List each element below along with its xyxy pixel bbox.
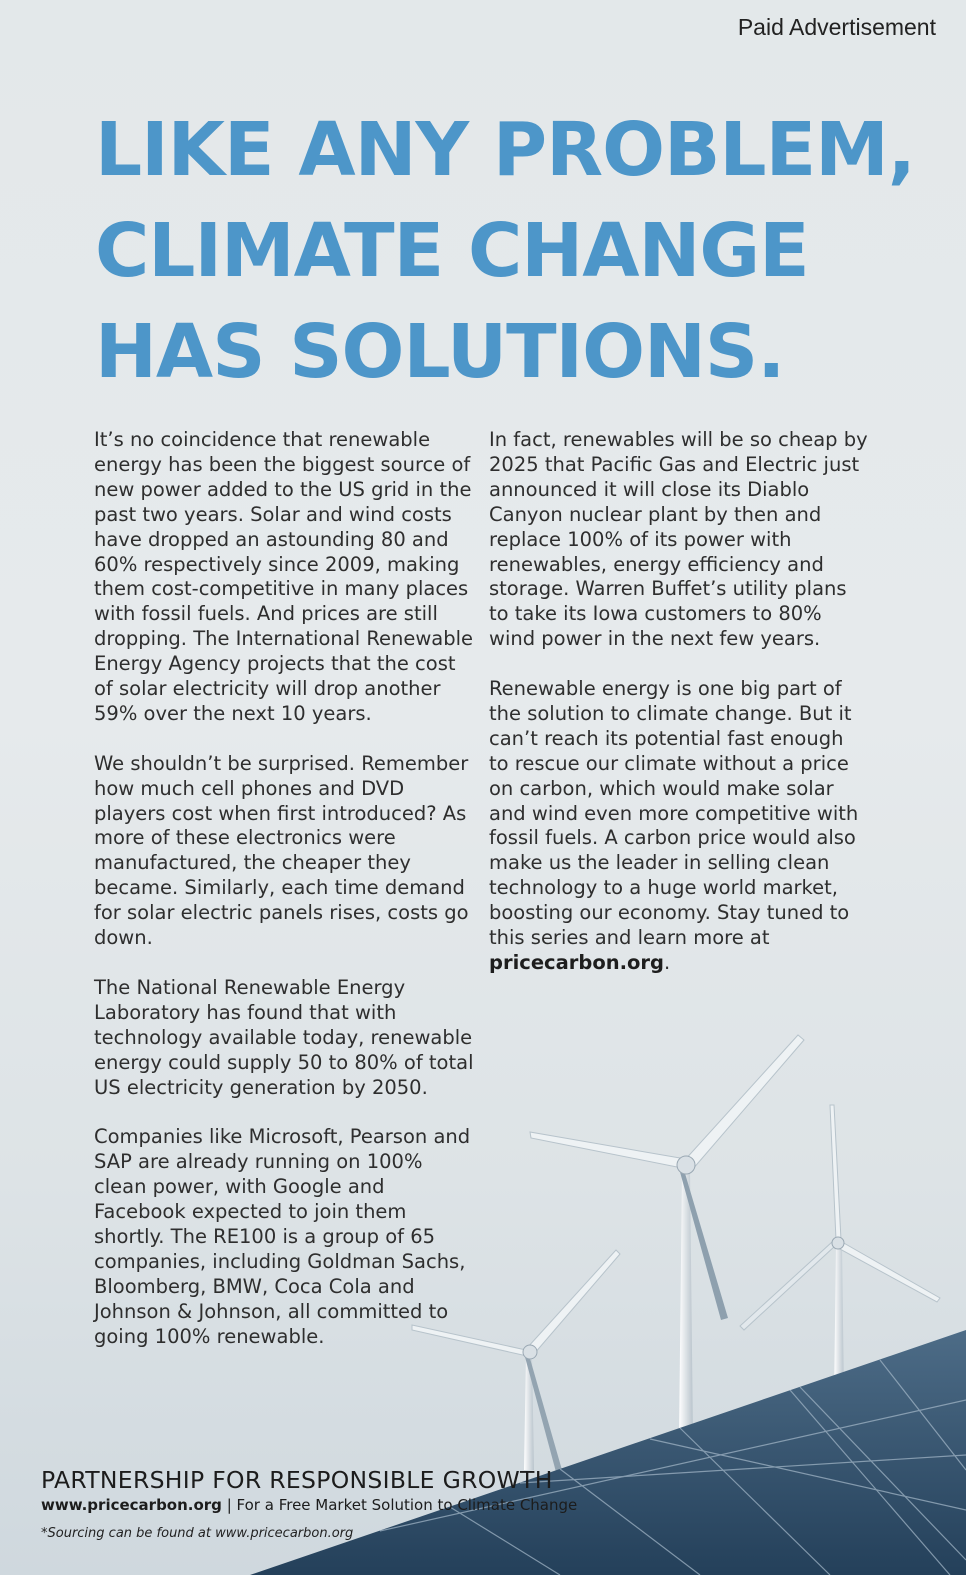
footer — [41, 1466, 577, 1541]
sourcing-note: *Sourcing can be found at www.pricecarbon.org — [41, 1526, 354, 1541]
headline-line-1: LIKE ANY PROBLEM, — [95, 107, 915, 193]
closing-period: . — [664, 951, 671, 975]
body-paragraph: It’s no coincidence that renewable energy has been the biggest source of new power added to the US grid in the past two years. Solar and wind costs have dropped an astounding 80 and 60% respectively since 2009, making them cost-competitive in many places with fossil fuels. And prices are still dropping. The International Renewable Energy Agency projects that the cost of solar electricity will drop another 59% over the next 10 years. — [94, 428, 474, 725]
headline — [95, 100, 915, 403]
body-paragraph: In fact, renewables will be so cheap by 2025 that Pacific Gas and Electric just announced it will close its Diablo Canyon nuclear plant by then and replace 100% of its power with renewables, energy efficiency and storage. Warren Buffet’s utility plans to take its Iowa customers to 80% wind power in the next few years. — [489, 428, 868, 651]
headline-line-3: HAS SOLUTIONS. — [95, 309, 785, 395]
body-paragraph: We shouldn’t be surprised. Remember how much cell phones and DVD players cost when first introduced? As more of these electronics were manufactured, the cheaper they became. Similarly, each time demand for solar electric panels rises, costs go down. — [94, 751, 469, 950]
closing-text: Renewable energy is one big part of the solution to climate change. But it can’t reach its potential fast enough to rescue our climate without a price on carbon, which would make solar and wind even more competitive with fossil fuels. A carbon price would also make us the leader in selling clean technology to a huge world market, boosting our economy. Stay tuned to this series and learn more at — [489, 677, 859, 950]
footer-separator: | — [221, 1496, 237, 1514]
pricecarbon-link[interactable]: pricecarbon.org — [489, 951, 664, 975]
body-column-left — [94, 428, 474, 1374]
body-paragraph: Companies like Microsoft, Pearson and SAP are already running on 100% clean power, with Google and Facebook expected to join them shortly. The RE100 is a group of 65 companies, including Goldman Sachs, Bloomberg, BMW, Coca Cola and Johnson & Johnson, all committed to going 100% renewable. — [94, 1125, 471, 1348]
body-column-right — [489, 428, 869, 1001]
organization-name: PARTNERSHIP FOR RESPONSIBLE GROWTH — [41, 1466, 553, 1494]
body-paragraph: The National Renewable Energy Laboratory has found that with technology available today, renewable energy could supply 50 to 80% of total US electricity generation by 2050. — [94, 975, 474, 1099]
footer-website-link[interactable]: www.pricecarbon.org — [41, 1496, 222, 1514]
paid-advertisement-label: Paid Advertisement — [737, 14, 936, 40]
footer-tagline-text: For a Free Market Solution to Climate Change — [236, 1496, 578, 1514]
footer-tagline — [41, 1496, 577, 1514]
body-paragraph-closing — [489, 677, 869, 976]
wind-turbine-icon — [530, 1035, 804, 1440]
headline-line-2: CLIMATE CHANGE — [95, 208, 809, 294]
